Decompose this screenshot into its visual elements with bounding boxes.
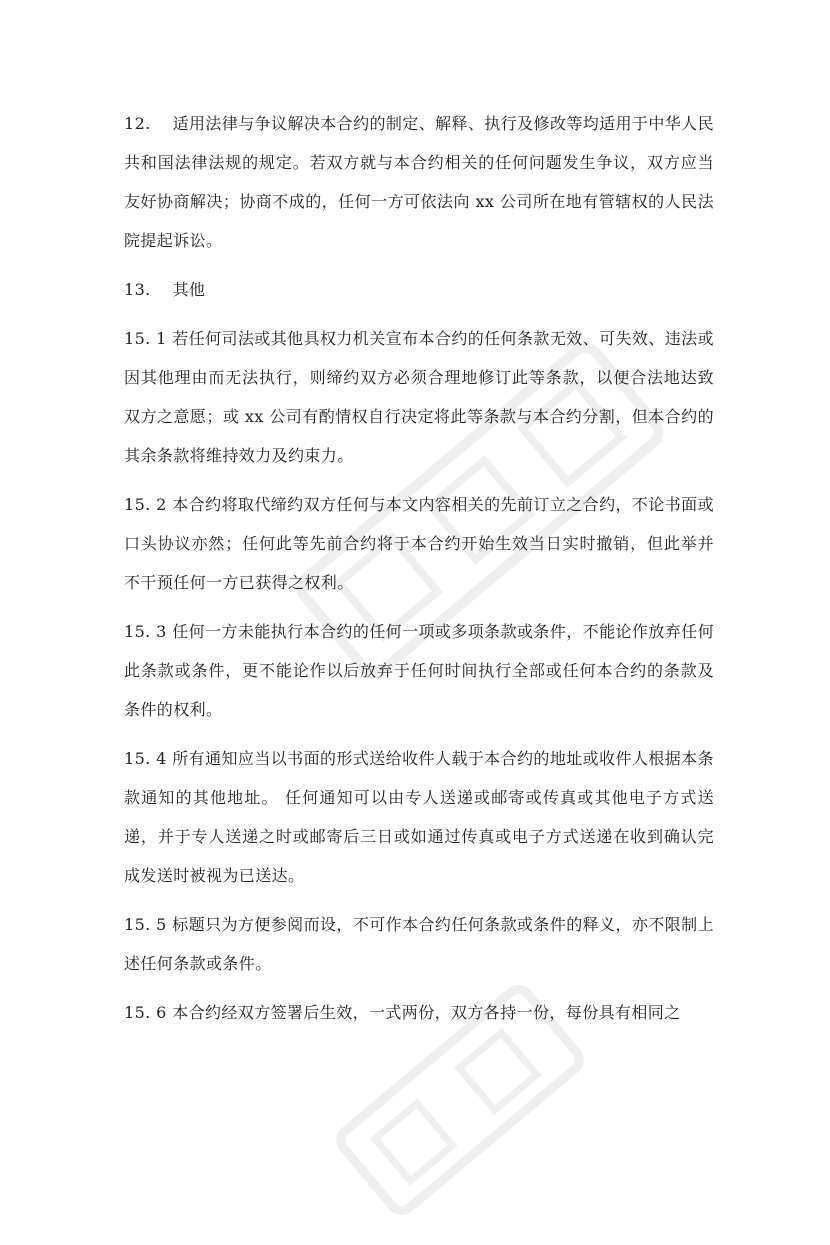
clause-15-6-effectiveness: 15. 6 本合约经双方签署后生效，一式两份，双方各持一份，每份具有相同之 bbox=[124, 1003, 681, 1022]
clause-15-5-headings: 15. 5 标题只为方便参阅而设，不可作本合约任何条款或条件的释义，亦不限制上述任何条款或条件。 bbox=[124, 915, 714, 973]
clause-13-other-heading: 13. 其他 bbox=[124, 280, 206, 299]
clause-15-3-waiver: 15. 3 任何一方未能执行本合约的任何一项或多项条款或条件，不能论作放弃任何此条款或条件，更不能论作以后放弃于任何时间执行全部或任何本合约的条款及条件的权利。 bbox=[124, 622, 714, 719]
clause-15-4-notices: 15. 4 所有通知应当以书面的形式送给收件人载于本合约的地址或收件人根据本条款通知的其他地址。 任何通知可以由专人送递或邮寄或传真或其他电子方式送递，并于专人送递之时或邮寄后三日或如通过传真或电子方式送递在收到确认完成发送时被视为已送达。 bbox=[124, 749, 714, 885]
document-page bbox=[124, 104, 714, 1042]
clause-15-2-entire-agreement: 15. 2 本合约将取代缔约双方任何与本文内容相关的先前订立之合约，不论书面或口头协议亦然；任何此等先前合约将于本合约开始生效当日实时撤销，但此举并不干预任何一方已获得之权利。 bbox=[124, 495, 714, 592]
clause-12-governing-law: 12. 适用法律与争议解决本合约的制定、解释、执行及修改等均适用于中华人民共和国法律法规的规定。若双方就与本合约相关的任何问题发生争议，双方应当友好协商解决；协商不成的，任何一方可依法向 xx 公司所在地有管辖权的人民法院提起诉讼。 bbox=[124, 114, 714, 250]
clause-15-1-severability: 15. 1 若任何司法或其他具权力机关宣布本合约的任何条款无效、可失效、违法或因其他理由而无法执行，则缔约双方必须合理地修订此等条款，以便合法地达致双方之意愿；或 xx 公司有酌情权自行决定将此等条款与本合约分割，但本合约的其余条款将维持效力及约束力。 bbox=[124, 329, 714, 465]
